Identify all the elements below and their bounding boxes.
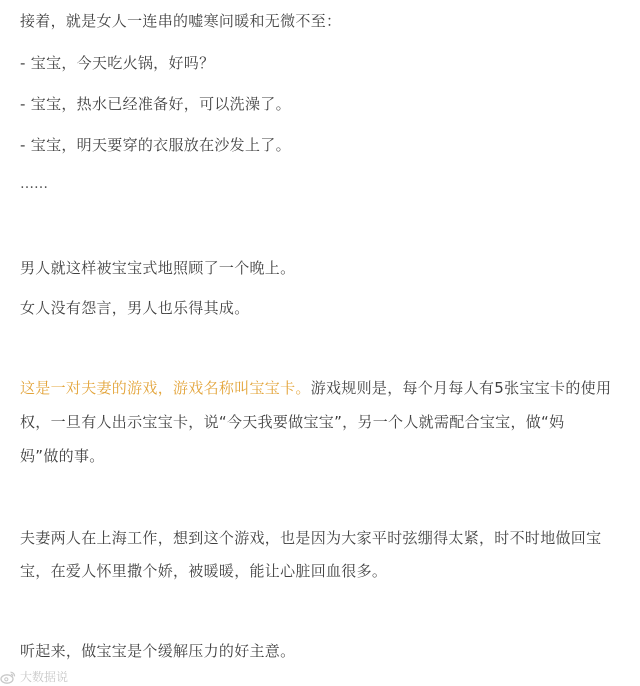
paragraph-line: 妈”做的事。 xyxy=(20,447,105,465)
paragraph-text: 游戏规则是，每个月每人有5张宝宝卡的使用 xyxy=(310,379,612,397)
paragraph-line: 听起来，做宝宝是个缓解压力的好主意。 xyxy=(20,642,296,660)
watermark xyxy=(0,670,68,684)
ellipsis: …… xyxy=(20,176,48,192)
highlighted-text: 这是一对夫妻的游戏，游戏名称叫宝宝卡。 xyxy=(20,379,311,397)
paragraph-line: 女人没有怨言，男人也乐得其成。 xyxy=(20,299,250,317)
list-item: - 宝宝，热水已经准备好，可以洗澡了。 xyxy=(20,95,291,113)
list-item: - 宝宝，明天要穿的衣服放在沙发上了。 xyxy=(20,136,291,154)
paragraph-line xyxy=(20,378,611,398)
intro-line: 接着，就是女人一连串的嘘寒问暖和无微不至： xyxy=(20,12,342,30)
watermark-text: 大数据说 xyxy=(20,670,69,684)
list-item: - 宝宝，今天吃火锅，好吗？ xyxy=(20,54,215,72)
paragraph-line: 权，一旦有人出示宝宝卡，说“今天我要做宝宝”，另一个人就需配合宝宝，做“妈 xyxy=(20,413,565,431)
weibo-logo-icon xyxy=(0,670,16,684)
paragraph-line: 夫妻两人在上海工作，想到这个游戏，也是因为大家平时弦绷得太紧，时不时地做回宝 xyxy=(20,529,602,547)
paragraph-line: 男人就这样被宝宝式地照顾了一个晚上。 xyxy=(20,259,296,277)
paragraph-line: 宝，在爱人怀里撒个娇，被暖暖，能让心脏回血很多。 xyxy=(20,562,388,580)
